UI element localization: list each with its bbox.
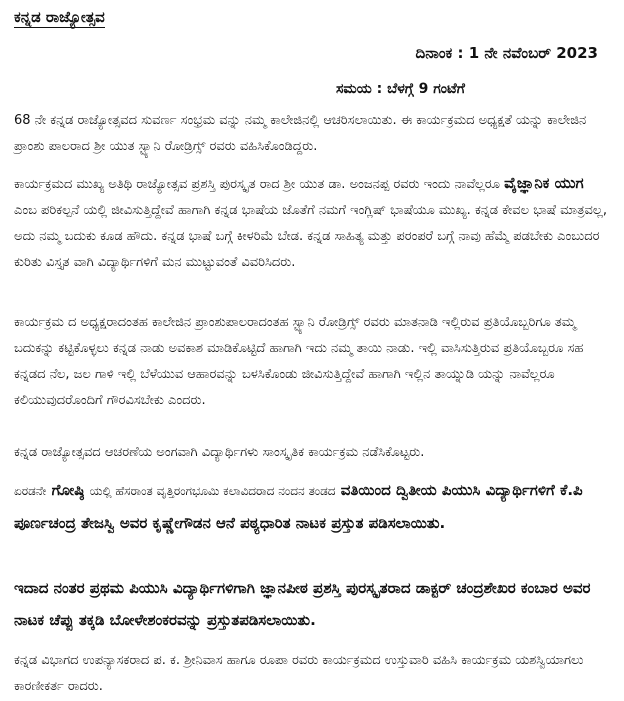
paragraph-5-text-c: ವತಿಯಿಂದ ದ್ವಿತೀಯ ಪಿಯುಸಿ ವಿದ್ಯಾರ್ಥಿಗಳಿಗೆ ಕೆ.ಪಿ ಪೂರ್ಣಚಂದ್ರ ತೇಜಸ್ವಿ ಅವರ ಕೃಷ್ಣೇಗೌಡನ ಆನೆ ಪಠ್ಯಧಾರಿತ ನಾಟಕ ಪ್ರಸ್ತುತ ಪಡಿಸಲಾಯಿತು. <box>14 481 583 532</box>
event-date: ದಿನಾಂಕ : 1 ನೇ ನವೆಂಬರ್ 2023 <box>415 44 598 62</box>
paragraph-2 <box>14 170 610 276</box>
paragraph-5 <box>14 474 610 539</box>
document-title: ಕನ್ನಡ ರಾಜ್ಯೋತ್ಸವ <box>14 8 105 26</box>
paragraph-3: ಕಾರ್ಯಕ್ರಮ ದ ಅಧ್ಯಕ್ಷರಾದಂತಹ ಕಾಲೇಜಿನ ಪ್ರಾಂಶುಪಾಲರಾದಂತಹ ಸ್ಟ್ಯಾನಿ ರೋಡ್ರಿಗ್ಸ್ ರವರು ಮಾತನಾಡಿ ಇಲ್ಲಿರುವ ಪ್ರತಿಯೊಬ್ಬರಿಗೂ ತಮ್ಮ ಬದುಕನ್ನು ಕಟ್ಟಿಕೊಳ್ಳಲು ಕನ್ನಡ ನಾಡು ಅವಕಾಶ ಮಾಡಿಕೊಟ್ಟಿದೆ ಹಾಗಾಗಿ ಇದು ನಮ್ಮ ತಾಯಿ ನಾಡು. ಇಲ್ಲಿ ವಾಸಿಸುತ್ತಿರುವ ಪ್ರತಿಯೊಬ್ಬರೂ ಸಹ ಕನ್ನಡದ ನೆಲ, ಜಲ ಗಾಳಿ ಇಲ್ಲಿ ಬೆಳೆಯುವ ಆಹಾರವನ್ನು ಬಳಸಿಕೊಂಡು ಜೀವಿಸುತ್ತಿದ್ದೇವೆ ಹಾಗಾಗಿ ಇಲ್ಲಿನ ತಾಯ್ನುಡಿ ಯನ್ನು ನಾವೆಲ್ಲರೂ ಕಲಿಯುವುದರೊಂದಿಗೆ ಗೌರವಿಸಬೇಕು ಎಂದರು. <box>14 315 584 408</box>
paragraph-2-highlight: ವೈಜ್ಞಾನಿಕ ಯುಗ <box>504 174 584 192</box>
paragraph-2-text-b: ಎಂಬ ಪರಿಕಲ್ಪನೆ ಯಲ್ಲಿ ಜೀವಿಸುತ್ತಿದ್ದೇವೆ ಹಾಗಾಗಿ ಕನ್ನಡ ಭಾಷೆಯ ಜೊತೆಗೆ ನಮಗೆ ಇಂಗ್ಲಿಷ್ ಭಾಷೆಯೂ ಮುಖ್ಯ. ಕನ್ನಡ ಕೇವಲ ಭಾಷೆ ಮಾತ್ರವಲ್ಲ, ಅದು ನಮ್ಮ ಬದುಕು ಕೂಡ ಹೌದು. ಕನ್ನಡ ಭಾಷೆ ಬಗ್ಗೆ ಕೀಳರಿಮೆ ಬೇಡ. ಕನ್ನಡ ಸಾಹಿತ್ಯ ಮತ್ತು ಪರಂಪರೆ ಬಗ್ಗೆ ನಾವು ಹೆಮ್ಮೆ ಪಡಬೇಕು ಎಂಬುದರ ಕುರಿತು ವಿಸ್ತೃತ ವಾಗಿ ವಿದ್ಯಾರ್ಥಿಗಳಿಗೆ ಮನ ಮುಟ್ಟುವಂತೆ ವಿವರಿಸಿದರು. <box>14 203 608 270</box>
paragraph-5-text-a: ಏರಡನೇ <box>14 484 47 498</box>
event-time: ಸಮಯ : ಬೆಳಗ್ಗೆ 9 ಗಂಟೆಗೆ <box>336 81 465 97</box>
paragraph-4: ಕನ್ನಡ ರಾಜ್ಯೋತ್ಸವದ ಆಚರಣೆಯ ಅಂಗವಾಗಿ ವಿದ್ಯಾರ್ಥಿಗಳು ಸಾಂಸ್ಕೃತಿಕ ಕಾರ್ಯಕ್ರಮ ನಡೆಸಿಕೊಟ್ಟರು. <box>14 445 425 460</box>
paragraph-7: ಕನ್ನಡ ವಿಭಾಗದ ಉಪನ್ಯಾಸಕರಾದ ಪ. ಕ. ಶ್ರೀನಿವಾಸ ಹಾಗೂ ರೂಪಾ ರವರು ಕಾರ್ಯಕ್ರಮದ ಉಸ್ತುವಾರಿ ವಹಿಸಿ ಕಾರ್ಯಕ್ರಮ ಯಶಸ್ವಿಯಾಗಲು ಕಾರಣೀಕರ್ತ ರಾದರು. <box>14 653 584 694</box>
paragraph-5-text-b: ಯಲ್ಲಿ ಹೆಸರಾಂತ ವೃತ್ತಿರಂಗಭೂಮಿ ಕಲಾವಿದರಾದ ನಂದನ ತಂಡದ <box>89 484 336 498</box>
paragraph-1: 68 ನೇ ಕನ್ನಡ ರಾಜ್ಯೋತ್ಸವದ ಸುವರ್ಣ ಸಂಭ್ರಮ ವನ್ನು ನಮ್ಮ ಕಾಲೇಜಿನಲ್ಲಿ ಆಚರಿಸಲಾಯಿತು. ಈ ಕಾರ್ಯಕ್ರಮದ ಅಧ್ಯಕ್ಷತೆ ಯನ್ನು ಕಾಲೇಜಿನ ಪ್ರಾಂಶು ಪಾಲರಾದ ಶ್ರೀ ಯುತ ಸ್ಟ್ಯಾನಿ ರೋಡ್ರಿಗ್ಸ್ ರವರು ವಹಿಸಿಕೊಂಡಿದ್ದರು. <box>14 113 587 154</box>
paragraph-6: ಇದಾದ ನಂತರ ಪ್ರಥಮ ಪಿಯುಸಿ ವಿದ್ಯಾರ್ಥಿಗಳಿಗಾಗಿ ಜ್ಞಾನಪೀಠ ಪ್ರಶಸ್ತಿ ಪುರಸ್ಕೃತರಾದ ಡಾಕ್ಟರ್ ಚಂದ್ರಶೇಖರ ಕಂಬಾರ ಅವರ ನಾಟಕ ಚೆಪ್ಪು ತಕ್ಕಡಿ ಬೋಳೇಶಂಕರವನ್ನು ಪ್ರಸ್ತುತಪಡಿಸಲಾಯಿತು. <box>14 579 591 629</box>
paragraph-5-highlight: ಗೋಷ್ಠಿ <box>51 481 85 499</box>
paragraph-2-text-a: ಕಾರ್ಯಕ್ರಮದ ಮುಖ್ಯ ಅತಿಥಿ ರಾಜ್ಯೋತ್ಸವ ಪ್ರಶಸ್ತಿ ಪುರಸ್ಕೃತ ರಾದ ಶ್ರೀ ಯುತ ಡಾ. ಅಂಜನಪ್ಪ ರವರು ಇಂದು ನಾವೆಲ್ಲರೂ <box>14 177 500 192</box>
